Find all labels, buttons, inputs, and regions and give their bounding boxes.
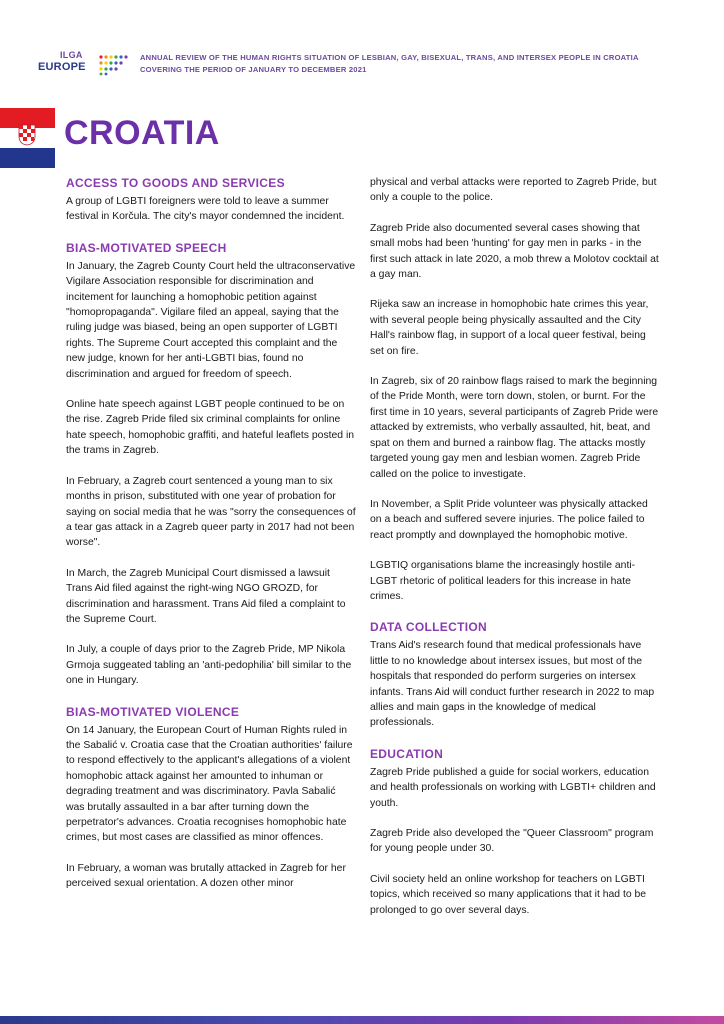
paragraph: Zagreb Pride also developed the "Queer Classroom" program for young people under 30. [370, 828, 654, 855]
coat-of-arms-icon [18, 124, 36, 146]
paragraph: LGBTIQ organisations blame the increasingly hostile anti-LGBT rhetoric of political leaders for this increase in hate crimes. [370, 560, 636, 602]
section-title-bias-speech: BIAS-MOTIVATED SPEECH [66, 240, 227, 255]
paragraph: Zagreb Pride also documented several cases showing that small mobs had been 'hunting' for gay men in parks - in the first such attack in late 2020, a mob threw a Molotov cocktail at a gay man. [370, 222, 659, 281]
paragraph: In July, a couple of days prior to the Zagreb Pride, MP Nikola Grmoja suggeated tabling an 'anti-pedophilia' bill similar to the one in Hungary. [66, 644, 352, 687]
report-subtitle [140, 52, 700, 76]
paragraph: A group of LGBTI foreigners were told to leave a summer festival in Korčula. The city's mayor condemned the incident. [66, 196, 345, 223]
section-title-bias-violence: BIAS-MOTIVATED VIOLENCE [66, 704, 240, 719]
left-column [66, 175, 356, 907]
paragraph: On 14 January, the European Court of Human Rights ruled in the Sabalić v. Croatia case that the Croatian authorities' failure to respond effectively to the applicant's allegations of a violent homophobic attack against her amounted to inhuman or degrading treatment and was discriminatory. Pavla Sabalić was brutally assaulted in a bar after turning down the perpetrator's advances. Croatia recognises homophobic hate crimes, but most cases are classified as minor offences. [66, 724, 353, 844]
paragraph: In November, a Split Pride volunteer was physically attacked on a beach and suffered severe injuries. The police failed to react promptly and downplayed the homophobic motive. [370, 498, 648, 541]
paragraph: Online hate speech against LGBT people continued to be on the rise. Zagreb Pride filed six criminal complaints for online hate speech, homophobic graffiti, and hateful leaflets posted in the trams in Zagreb. [66, 399, 355, 457]
paragraph: physical and verbal attacks were reported to Zagreb Pride, but only a couple to the police. [370, 177, 657, 204]
right-column [370, 175, 660, 933]
ilga-europe-logo [38, 50, 130, 84]
logo-text-top: ILGA [60, 50, 83, 60]
paragraph: Trans Aid's research found that medical professionals have little to no knowledge about intersex issues, but most of the hospitals that responded do perform surgeries on intersex infants. Trans Aid will conduct further research in 2022 to map allies and main gaps in the knowledge of medical professionals. [370, 640, 655, 729]
section-title-education: EDUCATION [370, 746, 444, 761]
rainbow-dots-icon [98, 54, 130, 76]
report-subtitle-line2: COVERING THE PERIOD OF JANUARY TO DECEMBER 2021 [140, 65, 367, 74]
paragraph: Civil society held an online workshop for teachers on LGBTI topics, which received so many applications that it had to be prolonged to go over several days. [370, 873, 647, 916]
paragraph: Zagreb Pride published a guide for social workers, education and health professionals on working with LGBTI+ children and youth. [370, 766, 656, 809]
paragraph: In February, a Zagreb court sentenced a young man to six months in prison, substituted with one year of probation for saying on social media that he was "sorry the consequences of a tear gas attack in a Zagreb queer party in 2017 had not been worse". [66, 475, 356, 549]
section-title-access-to-goods: ACCESS TO GOODS AND SERVICES [66, 176, 285, 190]
flag-stripe-blue [0, 148, 55, 168]
page-title: CROATIA [64, 114, 220, 152]
paragraph: In Zagreb, six of 20 rainbow flags raised to mark the beginning of the Pride Month, were torn down, stolen, or burnt. For the first time in 10 years, several participants of Zagreb Pride were attacked by extremists, who verbally assaulted, hit, beat, and spat on them and burned a rainbow flag. The attacks mostly targeted young gay men and lesbian women. Zagreb Pride called on the police to investigate. [370, 376, 659, 480]
paragraph: In January, the Zagreb County Court held the ultraconservative Vigilare Association responsible for discrimination and incitement for launching a homophobic petition against "homopropaganda". Vigilare filed an appeal, saying that the ruling judge was biased, being an open supporter of LGBTI rights. The Supreme Court accepted this complaint and the new judge, known for her anti-LGBTI bias, found no discrimination and argued for freedom of speech. [66, 260, 356, 380]
footer-gradient-bar [0, 1016, 724, 1024]
report-subtitle-line1: ANNUAL REVIEW OF THE HUMAN RIGHTS SITUATION OF LESBIAN, GAY, BISEXUAL, TRANS, AND INTERSEX PEOPLE IN CROATIA [140, 53, 639, 62]
paragraph: In February, a woman was brutally attacked in Zagreb for her perceived sexual orientation. A dozen other minor [66, 862, 346, 890]
croatia-flag [0, 108, 55, 168]
paragraph: Rijeka saw an increase in homophobic hate crimes this year, with several people being physically assaulted and the City Hall's rainbow flag, in support of a local queer festival, being set on fire. [370, 299, 649, 357]
logo-text-bottom: EUROPE [38, 61, 86, 73]
report-header [38, 48, 688, 88]
section-title-data-collection: DATA COLLECTION [370, 620, 487, 635]
paragraph: In March, the Zagreb Municipal Court dismissed a lawsuit Trans Aid filed against the right-wing NGO GROZD, for discrimination and harassment. Trans Aid filed a complaint to the Supreme Court. [66, 567, 346, 625]
